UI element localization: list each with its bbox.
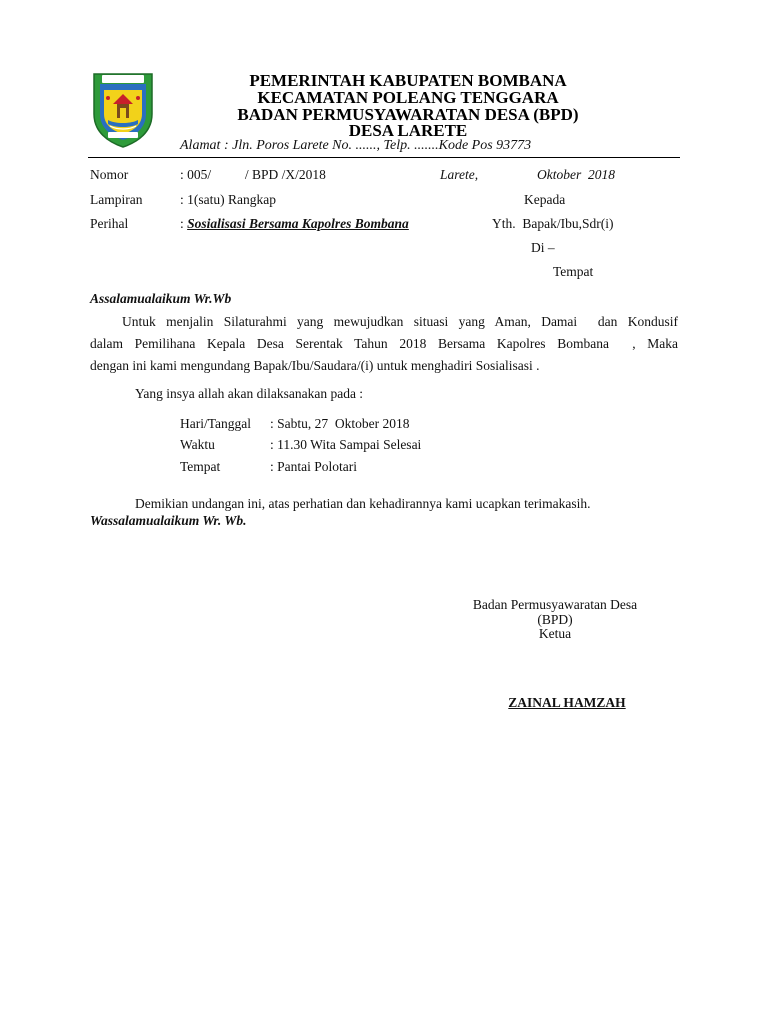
header-address: Alamat : Jln. Poros Larete No. ......, Telp. .......Kode Pos 93773 (180, 138, 532, 153)
nomor-label: Nomor (90, 167, 129, 182)
perihal-label: Perihal (90, 216, 129, 231)
schedule-value-time: : 11.30 Wita Sampai Selesai (270, 437, 422, 452)
date-value: Oktober 2018 (537, 167, 615, 182)
nomor-value: : 005/ / BPD /X/2018 (180, 167, 326, 182)
schedule-label-time: Waktu (180, 437, 215, 452)
farewell: Wassalamualaikum Wr. Wb. (90, 513, 247, 528)
kabupaten-emblem-logo (88, 70, 158, 150)
paragraph-line: Untuk menjalin Silaturahmi yang mewujudkan situasi yang Aman, Damai dan Kondusif (122, 314, 678, 329)
paragraph-line: dengan ini kami mengundang Bapak/Ibu/Saudara/(i) untuk menghadiri Sosialisasi . (90, 358, 540, 373)
perihal-line (180, 216, 409, 232)
recipient-kepada: Kepada (524, 192, 566, 207)
lampiran-value: : 1(satu) Rangkap (180, 192, 276, 207)
schedule-label-date: Hari/Tanggal (180, 416, 252, 431)
schedule-intro: Yang insya allah akan dilaksanakan pada : (135, 386, 364, 401)
paragraph-line: dalam Pemilihana Kepala Desa Serentak Tahun 2018 Bersama Kapolres Bombana , Maka (90, 336, 678, 351)
schedule-value-date: : Sabtu, 27 Oktober 2018 (270, 416, 410, 431)
recipient-tempat: Tempat (553, 264, 594, 279)
schedule-label-place: Tempat (180, 459, 221, 474)
header-line-village: DESA LARETE (348, 121, 468, 140)
closing-sentence: Demikian undangan ini, atas perhatian dan kehadirannya kami ucapkan terimakasih. (135, 496, 591, 511)
signature-role: Ketua (538, 626, 572, 641)
perihal-colon: : (180, 216, 188, 231)
header-line-government: PEMERINTAH KABUPATEN BOMBANA (249, 71, 567, 90)
body-paragraph-invitation (90, 311, 678, 377)
header-divider (88, 157, 680, 158)
lampiran-label: Lampiran (90, 192, 143, 207)
recipient-di: Di – (531, 240, 555, 255)
schedule-value-place: : Pantai Polotari (270, 459, 357, 474)
recipient-yth: Yth. Bapak/Ibu,Sdr(i) (492, 216, 614, 231)
signature-org-line2: (BPD) (537, 612, 573, 627)
header-line-district: KECAMATAN POLEANG TENGGARA (257, 88, 559, 107)
header-line-bpd: BADAN PERMUSYAWARATAN DESA (BPD) (237, 105, 579, 124)
date-place: Larete, (440, 167, 479, 182)
perihal-value: Sosialisasi Bersama Kapolres Bombana (187, 216, 409, 231)
greeting: Assalamualaikum Wr.Wb (90, 291, 232, 306)
signature-name: ZAINAL HAMZAH (508, 695, 626, 710)
emblem-icon (88, 70, 158, 150)
signature-org-line1: Badan Permusyawaratan Desa (472, 597, 638, 612)
